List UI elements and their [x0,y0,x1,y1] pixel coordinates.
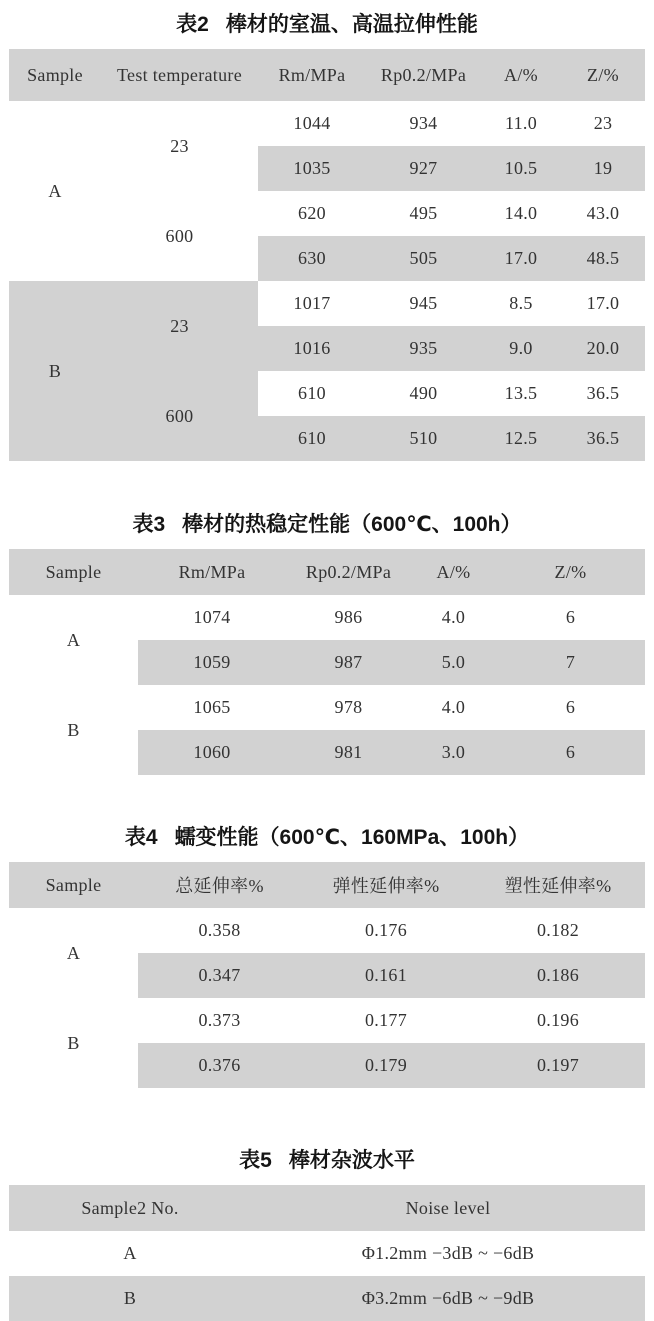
temperature-cell: 23 [101,281,258,371]
table-cell: 0.161 [301,953,471,998]
table-cell: 4.0 [441,607,466,627]
sample-cell: A [123,1243,137,1263]
sample-cell: B [9,281,101,461]
table2-column-header: Z/% [561,49,645,101]
table5-column-header: Noise level [251,1185,645,1231]
table2-column-header: A/% [481,49,561,101]
table2-tensile-properties [9,49,645,461]
table-cell: 510 [366,416,481,461]
table3-title-text: 棒材的热稳定性能（600℃、100h） [182,513,522,536]
table-cell: 0.373 [198,1010,241,1030]
table5-title-number: 表5 [239,1149,272,1172]
table2-title [9,10,645,40]
table5-column-header: Sample2 No. [9,1185,251,1231]
table-cell: 927 [366,146,481,191]
table2-column-header: Rp0.2/MPa [366,49,481,101]
table4-column-header: 总延伸率% [138,862,301,908]
table2-column-header: Rm/MPa [258,49,366,101]
table-cell: 1035 [258,146,366,191]
table-cell: 10.5 [481,146,561,191]
table4-creep-properties [9,862,645,1088]
table-cell: 36.5 [586,383,620,403]
table-cell: 1059 [138,640,286,685]
table3-column-header: Sample [9,549,138,595]
table-cell: 986 [334,607,363,627]
table2-column-header: Sample [9,49,101,101]
table-cell: 505 [366,236,481,281]
table-cell: 3.0 [411,730,496,775]
table3-column-header: Z/% [496,549,645,595]
table4-title [9,823,645,853]
sample-cell: A [66,942,81,963]
table3-column-header: A/% [411,549,496,595]
table2-column-header: Test temperature [101,49,258,101]
table-cell: 0.182 [537,920,579,940]
table-cell: 935 [366,326,481,371]
table-cell: 490 [409,383,438,403]
table-cell: 48.5 [561,236,645,281]
table-cell: 23 [593,113,613,133]
sample-cell: B [67,1032,80,1053]
table-cell: 1017 [293,293,331,313]
table-cell: 0.376 [138,1043,301,1088]
table-cell: 17.0 [481,236,561,281]
table-cell: 620 [298,203,326,223]
table5-title-text: 棒材杂波水平 [288,1149,415,1172]
sample-cell: A [66,629,81,650]
table-cell: 495 [409,203,438,223]
table4-title-text: 蠕变性能（600℃、160MPa、100h） [174,826,530,849]
table-cell: 1060 [138,730,286,775]
table3-title-number: 表3 [132,513,166,536]
table4-column-header: 弹性延伸率% [301,862,471,908]
temperature-cell: 600 [101,371,258,461]
table-cell: Φ3.2mm −6dB ~ −9dB [251,1276,645,1321]
table-cell: 0.177 [365,1010,407,1030]
table-cell: 630 [258,236,366,281]
table2-title-number: 表2 [176,13,209,36]
table-cell: 13.5 [504,383,538,403]
table-cell: 7 [496,640,645,685]
sample-cell: A [48,180,62,201]
table-cell: 987 [286,640,411,685]
table-cell: Φ1.2mm −3dB ~ −6dB [361,1243,535,1263]
table5-title [9,1146,645,1176]
table-cell: 43.0 [586,203,620,223]
table-cell: 978 [334,697,363,717]
table-cell: 19 [561,146,645,191]
table4-column-header: 塑性延伸率% [471,862,645,908]
table3-thermal-stability [9,549,645,775]
sample-cell: B [67,719,80,740]
table-cell: 4.0 [441,697,466,717]
table-cell: 8.5 [509,293,533,313]
table-cell: 12.5 [481,416,561,461]
table5-noise-level [9,1185,645,1321]
table-cell: 981 [286,730,411,775]
table-cell: 36.5 [561,416,645,461]
table-cell: 14.0 [504,203,538,223]
table-cell: 610 [298,383,326,403]
table-cell: 1074 [193,607,231,627]
table-cell: 6 [565,607,576,627]
table-cell: 0.358 [198,920,241,940]
table-cell: 5.0 [411,640,496,685]
table-cell: 20.0 [561,326,645,371]
table-cell: 0.197 [471,1043,645,1088]
table-cell: 0.347 [138,953,301,998]
table-cell: 1016 [258,326,366,371]
table4-column-header: Sample [9,862,138,908]
temperature-cell: 600 [165,225,194,246]
sample-cell: B [9,1276,251,1321]
table-cell: 6 [565,697,576,717]
temperature-cell: 23 [170,135,189,156]
table-cell: 1065 [193,697,231,717]
table-cell: 11.0 [504,113,538,133]
table-cell: 9.0 [481,326,561,371]
table-cell: 0.176 [365,920,407,940]
table-cell: 610 [258,416,366,461]
table-cell: 17.0 [586,293,620,313]
table-cell: 945 [409,293,438,313]
table-cell: 6 [496,730,645,775]
table-cell: 0.186 [471,953,645,998]
table-cell: 1044 [293,113,331,133]
table3-title [9,510,645,540]
table-cell: 0.196 [537,1010,579,1030]
table-cell: 934 [409,113,438,133]
table3-column-header: Rm/MPa [138,549,286,595]
table4-title-number: 表4 [124,826,158,849]
table2-title-text: 棒材的室温、高温拉伸性能 [225,13,478,36]
table3-column-header: Rp0.2/MPa [286,549,411,595]
table-cell: 0.179 [301,1043,471,1088]
